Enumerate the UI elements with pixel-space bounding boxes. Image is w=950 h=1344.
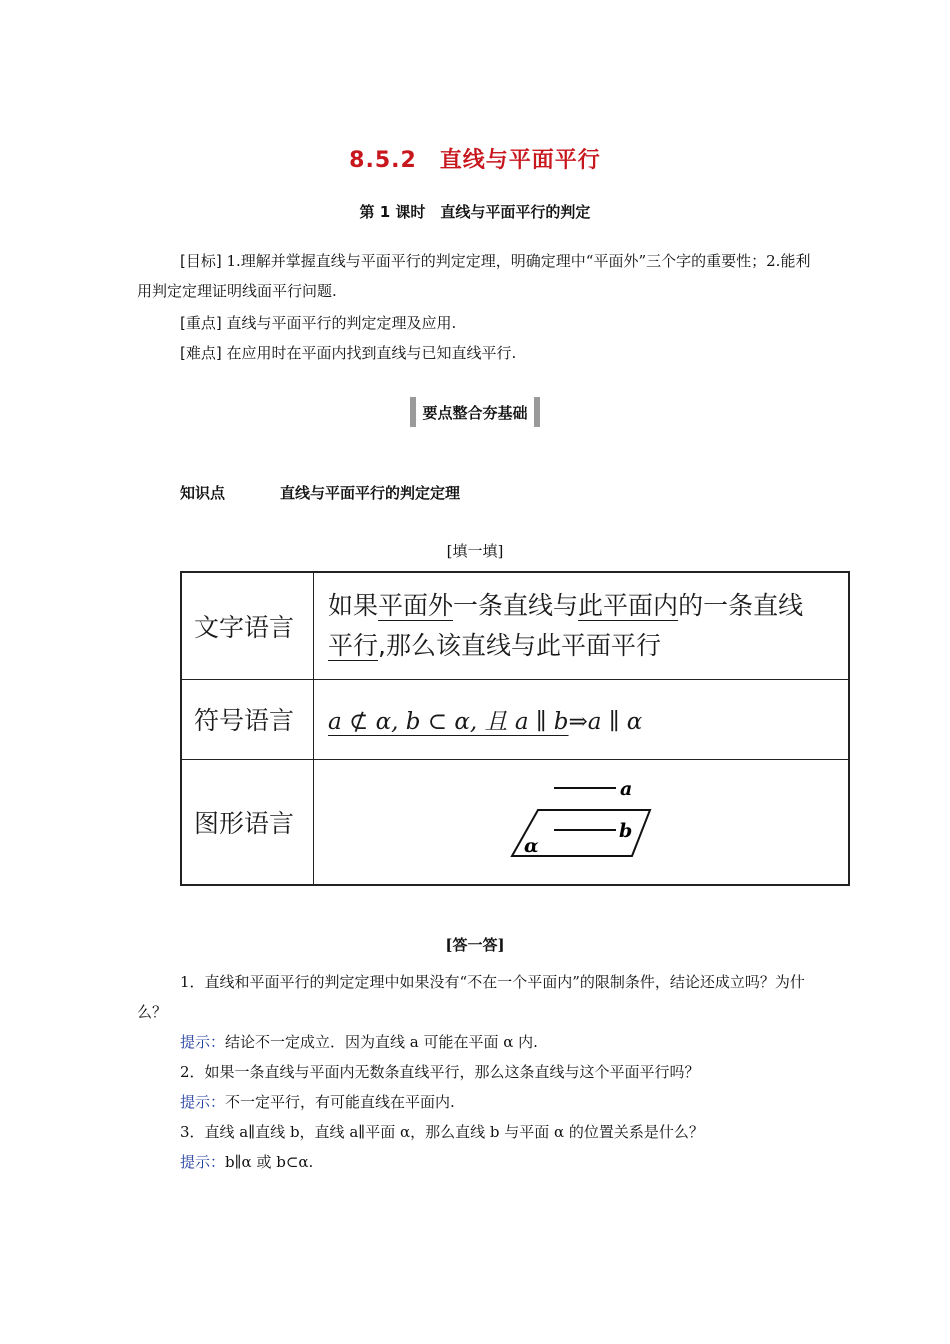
hint-text: 结论不一定成立．因为直线 a 可能在平面 α 内.	[225, 1033, 538, 1051]
hint-1	[180, 1027, 820, 1057]
row-label-figure-language: 图形语言	[181, 759, 314, 885]
goal-paragraph	[137, 246, 820, 306]
text-part: ,那么该直线与此平面平行	[378, 630, 661, 660]
row-label-symbol-language: 符号语言	[181, 679, 314, 759]
question-3: 3．直线 a∥直线 b，直线 a∥平面 α，那么直线 b 与平面 α 的位置关系是什么？	[180, 1123, 704, 1141]
focus-text: 直线与平面平行的判定定理及应用.	[221, 314, 457, 332]
blank-answer-inside-plane: 此平面内	[578, 590, 679, 620]
lesson-subtitle: 第 1 课时 直线与平面平行的判定	[359, 203, 591, 221]
hint-text: b∥α 或 b⊂α.	[225, 1153, 314, 1171]
blank-answer-outside-plane: 平面外	[378, 590, 454, 620]
figure-language-content	[314, 759, 850, 885]
symbol-conclusion: ⇒a ∥ α	[568, 708, 643, 735]
hint-3	[180, 1147, 820, 1177]
hint-label: 提示：	[180, 1153, 226, 1171]
focus-label: [重点]	[180, 314, 222, 332]
question-1: 1．直线和平面平行的判定定理中如果没有“不在一个平面内”的限制条件，结论还成立吗？为什么？	[137, 973, 805, 1021]
question-2: 2．如果一条直线与平面内无数条直线平行，那么这条直线与这个平面平行吗？	[180, 1063, 700, 1081]
knowledge-point-label: 知识点	[180, 484, 226, 502]
text-part: 的一条直线	[678, 590, 804, 620]
table-row-symbol	[181, 679, 849, 759]
hint-2	[180, 1087, 820, 1117]
label-alpha: α	[524, 834, 539, 857]
text-part: 一条直线与	[453, 590, 579, 620]
goal-text: 1.理解并掌握直线与平面平行的判定定理，明确定理中“平面外”三个字的重要性；2.能利用判定定理证明线面平行问题.	[137, 252, 811, 300]
answer-heading: [答一答]	[445, 936, 505, 954]
text-part: 如果	[328, 590, 379, 620]
table-row-figure	[181, 759, 849, 885]
row-label-text-language: 文字语言	[181, 572, 314, 679]
symbol-language-content	[314, 679, 850, 759]
table-row-text	[181, 572, 849, 679]
goal-label: [目标]	[180, 252, 222, 270]
label-a: a	[620, 777, 633, 800]
difficulty-label: [难点]	[180, 344, 222, 362]
banner-text: 要点整合夯基础	[422, 403, 528, 422]
definition-table	[180, 571, 850, 886]
hint-text: 不一定平行，有可能直线在平面内.	[225, 1093, 455, 1111]
page-title: 8.5.2 直线与平面平行	[349, 148, 601, 173]
banner-right-bar	[534, 397, 540, 427]
hint-label: 提示：	[180, 1093, 226, 1111]
fill-blank-heading: [填一填]	[446, 542, 504, 560]
knowledge-point-heading	[180, 482, 460, 503]
parallel-line-plane-figure	[314, 760, 848, 878]
knowledge-point-title: 直线与平面平行的判定定理	[280, 484, 461, 502]
blank-answer-symbols: a ⊄ α, b ⊂ α, 且 a ∥ b	[328, 708, 569, 735]
blank-answer-parallel: 平行	[328, 630, 379, 660]
text-language-content	[314, 572, 850, 679]
section-banner	[0, 397, 950, 427]
focus-paragraph	[180, 308, 820, 338]
difficulty-paragraph	[180, 338, 820, 368]
label-b: b	[619, 819, 633, 842]
difficulty-text: 在应用时在平面内找到直线与已知直线平行.	[221, 344, 517, 362]
hint-label: 提示：	[180, 1033, 226, 1051]
